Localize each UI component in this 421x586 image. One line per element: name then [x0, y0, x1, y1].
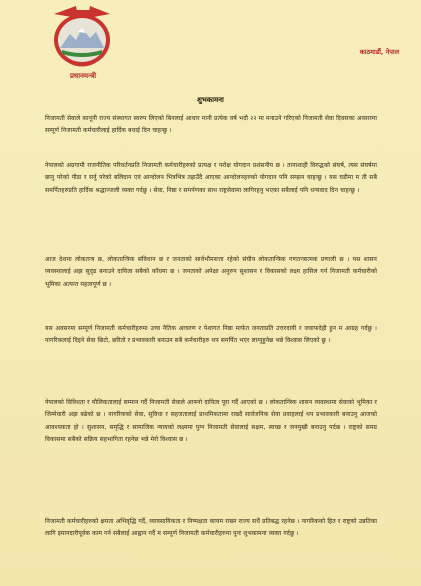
office-caption: प्रधानमन्त्री [69, 72, 97, 80]
paragraph: नेपालको अग्रगामी राजनीतिक परिवर्तनप्रति निजामती कर्मचारीहरुको प्रत्यक्ष र परोक्ष योगदान प्रशंसनीय छ । तानाशाही विरुद्धको संघर्ष, त्यस संघर्षमा छानु परेको पीडा र सर्नु परेको बलिदान एवं आन्दोलन भित्रभित्र तह्राउँदै आएका आन्दोलनहरुको योगदान पनि सम्झन चाहन्छु । यस घडीमा म ती सबै समर्पितहरुप्रति हार्दिक श्रद्धाञ्जली व्यक्त गर्दछु । सेवा, निष्ठा र समर्पणका साथ राष्ट्रसेवामा लागिरहनु भएका सबैलाई पनि धन्यवाद दिन चाहन्छु । [45, 162, 377, 194]
paragraph: नेपालको विविधता र मौलिकतालाई सम्मान गर्दै निजामती सेवाले आफ्नो दायित्व पूरा गर्दै आएको छ । लोकतान्त्रिक शासन व्यवस्थामा सेवाको भूमिका र जिम्मेवारी अझ बढेको छ । नागरिकको सेवा, सुविधा र सहजतालाई प्राथमिकतामा राख्दै सार्वजनिक सेवा प्रवाहलाई थप प्रभावकारी बनाउनु आजको आवश्यकता हो । सुशासन, समृद्धि र सामाजिक न्यायको लक्ष्यमा पुग्न निजामती सेवालाई सक्षम, स्वच्छ र जनमुखी बनाउनु पर्दछ । राष्ट्रको समग्र विकासमा सबैको सक्रिय सहभागिता रहनेछ भन्ने मेरो विश्वास छ । [45, 399, 377, 443]
paragraph: आज देशमा लोकतन्त्र छ, लोकतान्त्रिक संविधान छ र जनताको सार्वभौमसत्ता रहेको संघीय लोकतान्त्रिक गणतन्त्रात्मक प्रणाली छ । यस शासन व्यवस्थालाई अझ सुदृढ बनाउने दायित्व सबैको काँधमा छ । जनताको अपेक्षा अनुरुप सुशासन र विकासको लक्ष्य हासिल गर्न निजामती कर्मचारीको भूमिका अत्यन्त महत्वपूर्ण छ । [45, 256, 377, 288]
nepal-emblem-icon [48, 4, 116, 70]
paragraph: यस अवसरमा सम्पूर्ण निजामती कर्मचारीहरुमा उच्च नैतिक आचरण र पेशागत निष्ठा मार्फत जनताप्रति उत्तरदायी र जवाफदेही हुन म आग्रह गर्दछु । नागरिकलाई दिइने सेवा छिटो, छरितो र प्रभावकारी बनाउन सबै कर्मचारीहरु थप समर्पित भएर लाग्नुहुनेछ भन्ने विश्वास लिएको छु । [45, 325, 377, 345]
letterhead [0, 0, 421, 92]
page-title: शुभकामना [197, 96, 224, 104]
paragraph: निजामती कर्मचारीहरुको क्षमता अभिवृद्धि गर्दै, व्यावसायिकता र निष्पक्षता कायम राख्न राज्य सधैं प्रतिबद्ध रहनेछ । नागरिकको हित र राष्ट्रको उन्नतिका लागि इमानदारीपूर्वक काम गर्न सबैलाई आह्वान गर्दै म सम्पूर्ण निजामती कर्मचारीहरुमा पुनः शुभकामना व्यक्त गर्दछु । [45, 518, 377, 538]
place-label: काठमाडौं, नेपाल [359, 48, 399, 56]
paragraph: निजामती सेवाले कानूनी राज्य संस्थागत स्वरुप लिएको बिनलाई आधार मानी प्रत्येक वर्ष भदौ २२ मा मनाउने गरिएको निजामती सेवा दिवसका अवसरमा सम्पूर्ण निजामती कर्मचारीलाई हार्दिक बधाई दिन चाहन्छु । [45, 115, 377, 135]
